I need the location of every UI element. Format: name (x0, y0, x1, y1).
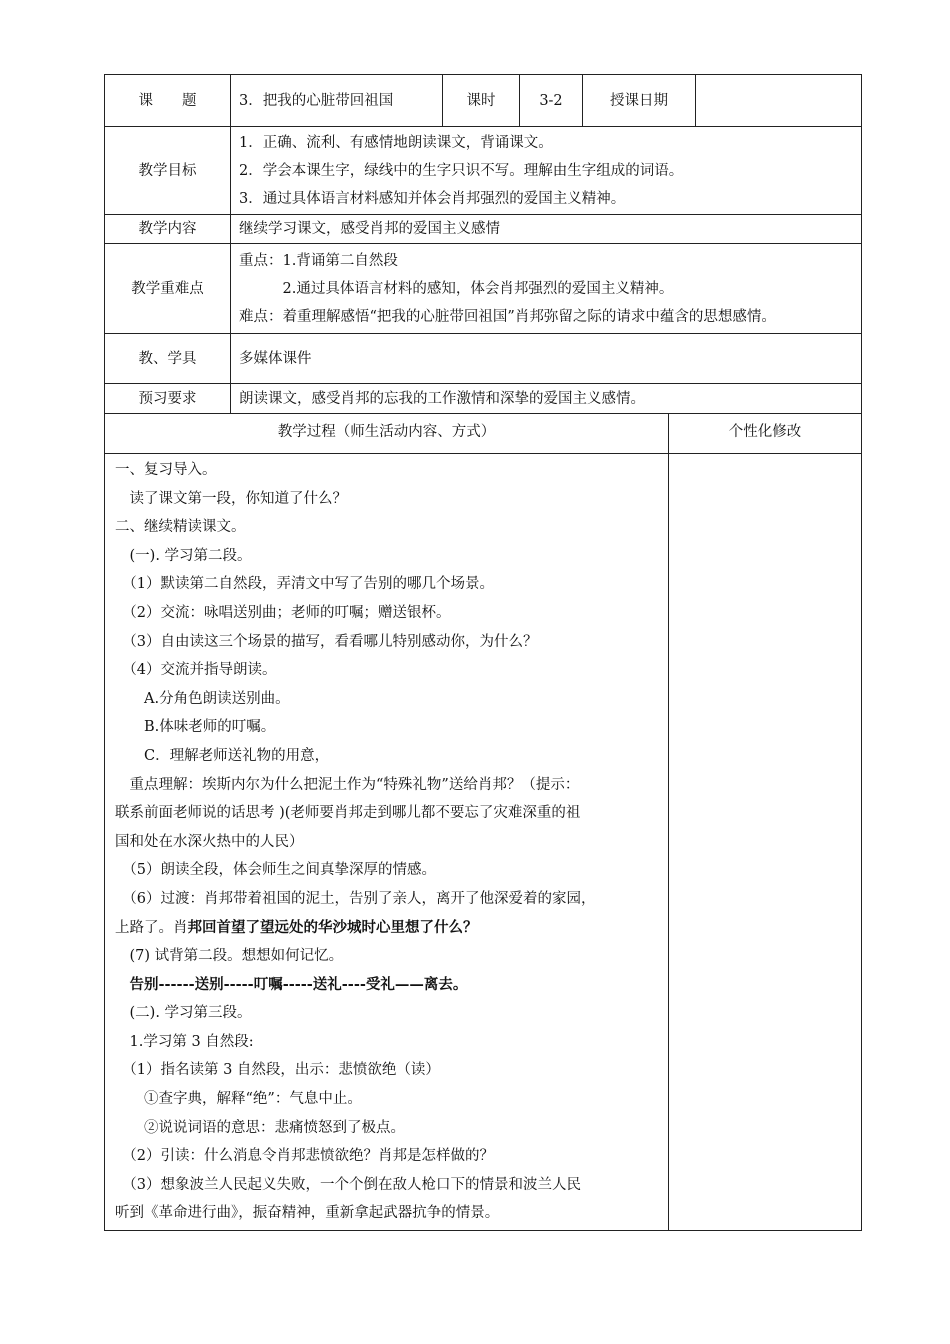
process-line: 告别------送别-----叮嘱-----送礼----受礼——离去。 (115, 975, 468, 993)
process-line: （2）交流：咏唱送别曲；老师的叮嘱；赠送银杯。 (115, 604, 451, 621)
hours-value: 3-2 (520, 75, 583, 127)
process-line: （1）默读第二自然段，弄清文中写了告别的哪几个场景。 (115, 576, 494, 593)
goal-item: 1．正确、流利、有感情地朗读课文，背诵课文。 (239, 134, 553, 151)
process-line-emphasis: 邦回首望了望远处的华沙城时心里想了什么？ (187, 918, 478, 936)
preview-row (105, 384, 862, 414)
process-line: （3）想象波兰人民起义失败，一个个倒在敌人枪口下的情景和波兰人民 (115, 1176, 581, 1193)
goal-item: 3．通过具体语言材料感知并体会肖邦强烈的爱国主义精神。 (239, 190, 626, 207)
preview-label: 预习要求 (105, 384, 231, 414)
preview-value: 朗读课文，感受肖邦的忘我的工作激情和深挚的爱国主义感情。 (231, 384, 862, 414)
process-table (104, 413, 862, 1231)
process-line: （2）引读：什么消息令肖邦悲愤欲绝？肖邦是怎样做的？ (115, 1148, 494, 1165)
process-line: (二). 学习第三段。 (115, 1005, 252, 1022)
key-points-row (105, 244, 862, 334)
date-value (696, 75, 862, 127)
key-point-line: 2.通过具体语言材料的感知，体会肖邦强烈的爱国主义精神。 (239, 280, 674, 297)
goals-label: 教学目标 (105, 127, 231, 215)
tools-value: 多媒体课件 (231, 334, 862, 384)
process-body-row (105, 454, 862, 1231)
process-line: （4）交流并指导朗读。 (115, 662, 277, 679)
topic-value: 3．把我的心脏带回祖国 (231, 75, 443, 127)
process-header: 教学过程（师生活动内容、方式） (105, 414, 669, 454)
process-line: 国和处在水深火热中的人民） (115, 833, 304, 850)
goals-row (105, 127, 862, 215)
content-value: 继续学习课文，感受肖邦的爱国主义感情 (231, 215, 862, 244)
process-header-row (105, 414, 862, 454)
date-label: 授课日期 (583, 75, 696, 127)
goals-list (231, 127, 862, 215)
process-line: B.体味老师的叮嘱。 (115, 719, 276, 736)
key-point-line: 难点：着重理解感悟“把我的心脏带回祖国”肖邦弥留之际的请求中蕴含的思想感情。 (239, 308, 776, 325)
process-line: 重点理解：埃斯内尔为什么把泥土作为“特殊礼物”送给肖邦？（提示： (115, 776, 580, 793)
process-line: A.分角色朗读送别曲。 (115, 690, 290, 707)
content-row (105, 215, 862, 244)
tools-row (105, 334, 862, 384)
process-line (115, 914, 668, 943)
key-points-label: 教学重难点 (105, 244, 231, 334)
process-line: （3）自由读这三个场景的描写，看看哪儿特别感动你，为什么？ (115, 633, 538, 650)
side-notes-cell (669, 454, 862, 1231)
process-line-text: 上路了。肖 (115, 919, 188, 936)
side-notes-header: 个性化修改 (669, 414, 862, 454)
topic-row (105, 75, 862, 127)
process-line: 二、继续精读课文。 (115, 519, 246, 536)
process-line: ①查字典，解释“绝”：气息中止。 (115, 1091, 362, 1108)
content-label: 教学内容 (105, 215, 231, 244)
process-line: 一、复习导入。 (115, 462, 217, 478)
process-line: （5）朗读全段，体会师生之间真挚深厚的情感。 (115, 862, 436, 879)
key-point-line: 重点：1.背诵第二自然段 (239, 252, 398, 269)
process-content (105, 454, 669, 1231)
process-line: 读了课文第一段，你知道了什么？ (115, 490, 347, 507)
lesson-info-table (104, 74, 862, 414)
process-line: (7) 试背第二段。想想如何记忆。 (115, 948, 344, 965)
tools-label: 教、学具 (105, 334, 231, 384)
process-line: C．理解老师送礼物的用意， (115, 747, 330, 764)
lesson-plan (104, 74, 861, 1231)
process-line: 联系前面老师说的话思考 )(老师要肖邦走到哪儿都不要忘了灾难深重的祖 (115, 805, 581, 822)
process-line: 听到《革命进行曲》，振奋精神，重新拿起武器抗争的情景。 (115, 1205, 500, 1222)
process-line: （6）过渡：肖邦带着祖国的泥土，告别了亲人，离开了他深爱着的家园， (115, 890, 596, 907)
process-line: 1.学习第 3 自然段: (115, 1033, 254, 1050)
key-points-list (231, 244, 862, 334)
topic-label: 课 题 (105, 75, 231, 127)
goal-item: 2．学会本课生字，绿线中的生字只识不写。理解由生字组成的词语。 (239, 162, 684, 179)
process-line: ②说说词语的意思：悲痛愤怒到了极点。 (115, 1119, 405, 1136)
hours-label: 课时 (443, 75, 520, 127)
process-line: （1）指名读第 3 自然段，出示：悲愤欲绝（读） (115, 1062, 440, 1079)
process-line: (一). 学习第二段。 (115, 547, 252, 564)
